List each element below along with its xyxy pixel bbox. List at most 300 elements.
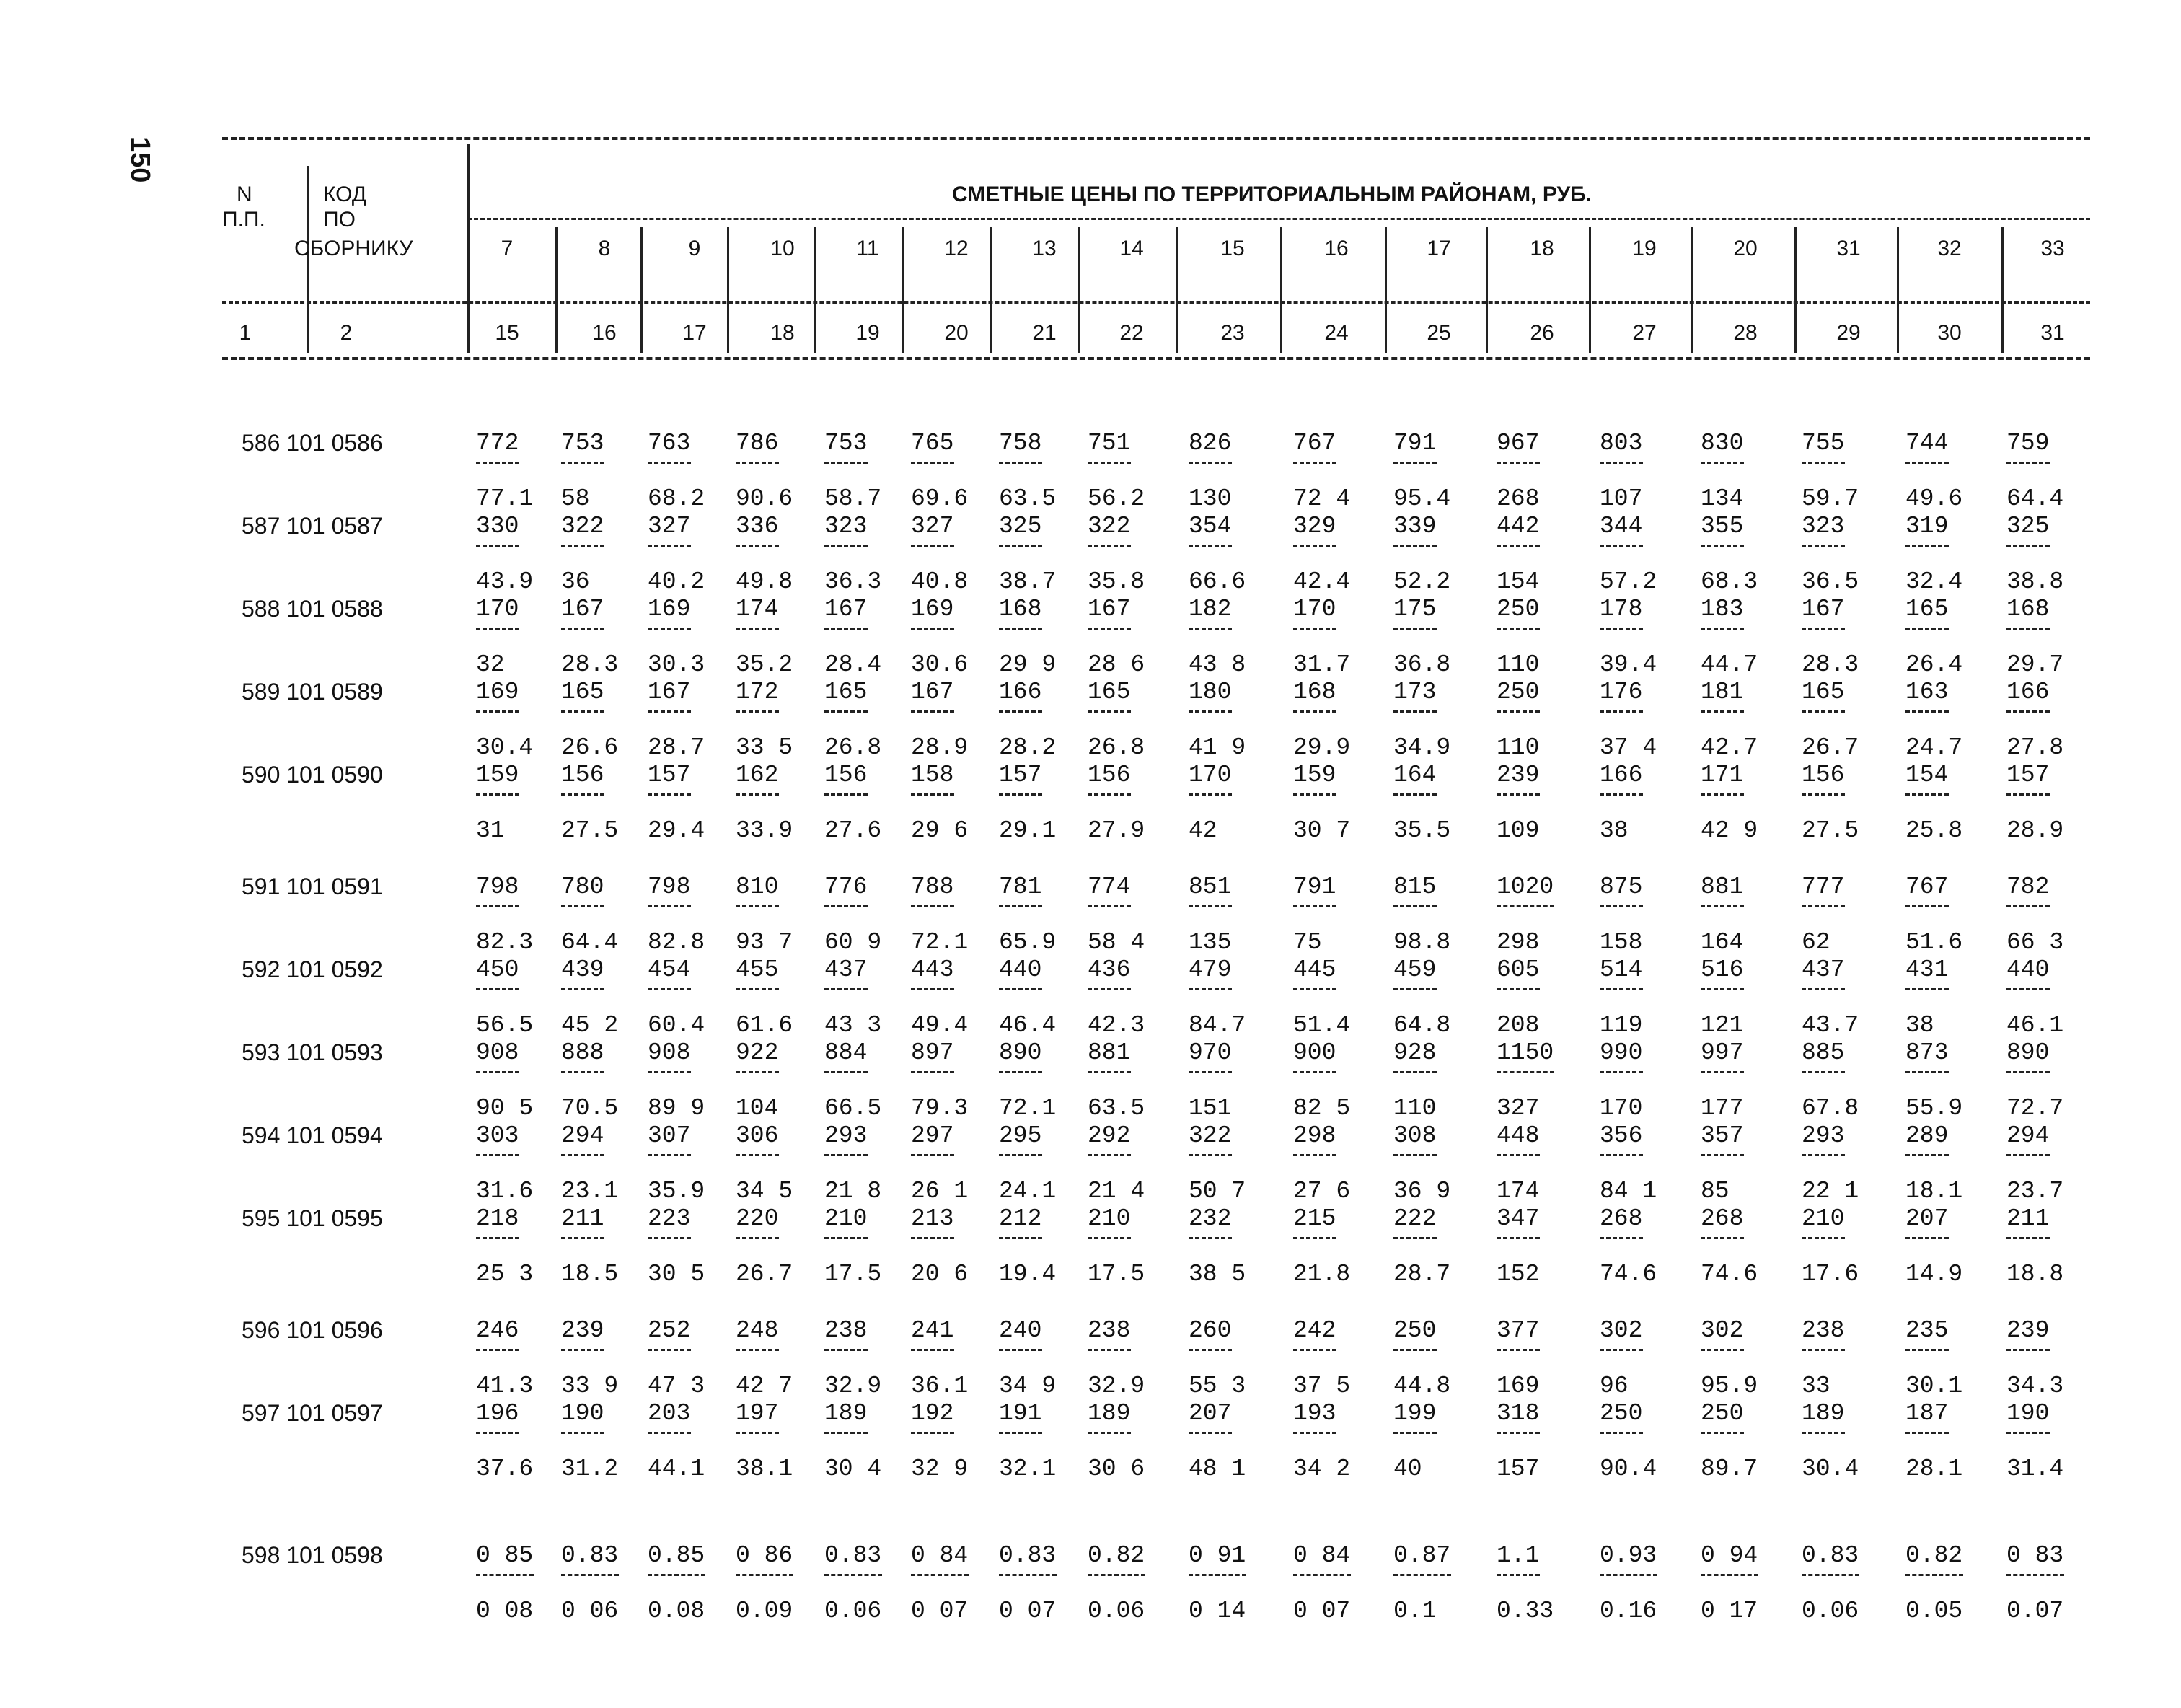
price-cell: 177 <box>1701 1095 1744 1122</box>
price-cell: 38 5 <box>1189 1261 1246 1287</box>
price-cell: 42 7 <box>736 1373 793 1399</box>
fraction-line <box>476 905 519 907</box>
price-cell: 0.16 <box>1600 1598 1657 1624</box>
price-cell: 38 <box>1905 1012 1934 1039</box>
price-cell: 289 <box>1905 1122 1949 1149</box>
fraction-line <box>999 628 1042 630</box>
fraction-line <box>1701 1154 1744 1156</box>
price-cell: 322 <box>1088 513 1131 540</box>
price-cell: 459 <box>1393 956 1437 983</box>
price-cell: 36.1 <box>911 1373 969 1399</box>
header-column-divider <box>2001 227 2004 353</box>
price-cell: 31 <box>476 817 505 844</box>
price-cell: 32.9 <box>1088 1373 1145 1399</box>
price-cell: 32.4 <box>1905 568 1963 595</box>
price-cell: 170 <box>1189 762 1232 788</box>
price-cell: 23.1 <box>561 1178 619 1205</box>
fraction-line <box>1293 1349 1336 1351</box>
price-cell: 440 <box>999 956 1042 983</box>
price-cell: 165 <box>1802 679 1845 705</box>
header-district-number: 8 <box>598 237 611 260</box>
price-cell: 246 <box>476 1317 519 1344</box>
fraction-line <box>1802 628 1845 630</box>
price-cell: 74.6 <box>1701 1261 1758 1287</box>
fraction-line <box>1701 1349 1744 1351</box>
fraction-line <box>476 1154 519 1156</box>
price-cell: 165 <box>1088 679 1131 705</box>
price-cell: 241 <box>911 1317 954 1344</box>
fraction-line <box>736 1432 779 1434</box>
fraction-line <box>736 793 779 796</box>
fraction-line <box>648 545 691 547</box>
fraction-line <box>561 1574 619 1576</box>
price-cell: 826 <box>1189 430 1232 457</box>
fraction-line <box>1600 988 1643 990</box>
fraction-line <box>1393 628 1437 630</box>
row-label: 586 101 0586 <box>242 430 383 456</box>
fraction-line <box>1293 462 1336 464</box>
price-cell: 18.5 <box>561 1261 619 1287</box>
price-cell: 0 84 <box>1293 1542 1351 1569</box>
fraction-line <box>2006 793 2050 796</box>
price-cell: 26.4 <box>1905 651 1963 678</box>
row-label: 593 101 0593 <box>242 1039 383 1065</box>
price-cell: 40.2 <box>648 568 705 595</box>
price-cell: 85 <box>1701 1178 1730 1205</box>
price-cell: 152 <box>1497 1261 1540 1287</box>
price-cell: 134 <box>1701 485 1744 512</box>
header-district-number: 16 <box>1324 237 1349 260</box>
fraction-line <box>824 1349 868 1351</box>
price-cell: 18.1 <box>1905 1178 1963 1205</box>
price-cell: 303 <box>476 1122 519 1149</box>
price-cell: 168 <box>1293 679 1336 705</box>
fraction-line <box>1393 1237 1437 1239</box>
price-cell: 0.83 <box>1802 1542 1859 1569</box>
price-cell: 158 <box>911 762 954 788</box>
price-cell: 268 <box>1600 1205 1643 1232</box>
row-label: 597 101 0597 <box>242 1400 383 1426</box>
row-label: 589 101 0589 <box>242 679 383 705</box>
price-cell: 168 <box>999 596 1042 622</box>
price-cell: 32 9 <box>911 1456 969 1482</box>
price-cell: 0.06 <box>1088 1598 1145 1624</box>
price-cell: 890 <box>999 1039 1042 1066</box>
fraction-line <box>648 710 691 713</box>
price-cell: 79.3 <box>911 1095 969 1122</box>
fraction-line <box>648 988 691 990</box>
fraction-line <box>2006 1071 2050 1073</box>
price-cell: 167 <box>648 679 691 705</box>
price-cell: 95.4 <box>1393 485 1451 512</box>
price-cell: 82 5 <box>1293 1095 1351 1122</box>
header-district-number: 9 <box>688 237 701 260</box>
header-column-index: 15 <box>495 321 519 345</box>
fraction-line <box>1088 793 1131 796</box>
price-cell: 325 <box>2006 513 2050 540</box>
price-cell: 319 <box>1905 513 1949 540</box>
header-index-n: 1 <box>239 321 252 345</box>
fraction-line <box>561 462 604 464</box>
fraction-line <box>1293 1154 1336 1156</box>
fraction-line <box>1393 1432 1437 1434</box>
price-cell: 302 <box>1600 1317 1643 1344</box>
price-cell: 33.9 <box>736 817 793 844</box>
price-cell: 798 <box>648 873 691 900</box>
price-cell: 31.4 <box>2006 1456 2064 1482</box>
price-cell: 56.2 <box>1088 485 1145 512</box>
price-cell: 0 07 <box>911 1598 969 1624</box>
price-cell: 167 <box>824 596 868 622</box>
fraction-line <box>1701 545 1744 547</box>
price-cell: 885 <box>1802 1039 1845 1066</box>
fraction-line <box>736 628 779 630</box>
price-cell: 46.4 <box>999 1012 1057 1039</box>
price-cell: 39.4 <box>1600 651 1657 678</box>
fraction-line <box>561 1349 604 1351</box>
fraction-line <box>999 1349 1042 1351</box>
price-cell: 187 <box>1905 1400 1949 1427</box>
price-cell: 26.6 <box>561 734 619 761</box>
price-cell: 110 <box>1497 734 1540 761</box>
price-cell: 58 4 <box>1088 929 1145 956</box>
price-cell: 767 <box>1905 873 1949 900</box>
fraction-line <box>1905 905 1949 907</box>
price-cell: 897 <box>911 1039 954 1066</box>
price-cell: 238 <box>824 1317 868 1344</box>
header-district-number: 20 <box>1733 237 1758 260</box>
price-cell: 293 <box>1802 1122 1845 1149</box>
price-cell: 130 <box>1189 485 1232 512</box>
fraction-line <box>1905 462 1949 464</box>
fraction-line <box>999 1432 1042 1434</box>
price-cell: 110 <box>1393 1095 1437 1122</box>
price-cell: 0.06 <box>824 1598 882 1624</box>
price-cell: 967 <box>1497 430 1540 457</box>
fraction-line <box>1393 905 1437 907</box>
fraction-line <box>1905 545 1949 547</box>
price-cell: 165 <box>561 679 604 705</box>
price-cell: 242 <box>1293 1317 1336 1344</box>
price-cell: 327 <box>911 513 954 540</box>
price-cell: 42.7 <box>1701 734 1758 761</box>
price-cell: 1150 <box>1497 1039 1554 1066</box>
price-cell: 0.07 <box>2006 1598 2064 1624</box>
fraction-line <box>1701 1574 1758 1576</box>
fraction-line <box>999 905 1042 907</box>
price-cell: 181 <box>1701 679 1744 705</box>
price-cell: 33 <box>1802 1373 1830 1399</box>
price-cell: 810 <box>736 873 779 900</box>
fraction-line <box>1701 710 1744 713</box>
fraction-line <box>1497 628 1540 630</box>
price-cell: 34 2 <box>1293 1456 1351 1482</box>
price-cell: 34 5 <box>736 1178 793 1205</box>
fraction-line <box>1905 1071 1949 1073</box>
price-cell: 32 <box>476 651 505 678</box>
fraction-line <box>1701 462 1744 464</box>
fraction-line <box>1088 1574 1145 1576</box>
price-cell: 210 <box>824 1205 868 1232</box>
header-n-line2: П.П. <box>222 208 265 232</box>
fraction-line <box>476 1432 519 1434</box>
price-cell: 60.4 <box>648 1012 705 1039</box>
price-cell: 89 9 <box>648 1095 705 1122</box>
fraction-line <box>1088 628 1131 630</box>
price-cell: 763 <box>648 430 691 457</box>
fraction-line <box>2006 545 2050 547</box>
header-district-number: 15 <box>1220 237 1245 260</box>
price-cell: 43 3 <box>824 1012 882 1039</box>
fraction-line <box>999 1154 1042 1156</box>
price-cell: 232 <box>1189 1205 1232 1232</box>
price-cell: 777 <box>1802 873 1845 900</box>
price-cell: 157 <box>1497 1456 1540 1482</box>
price-cell: 58 <box>561 485 590 512</box>
fraction-line <box>1189 793 1232 796</box>
price-cell: 755 <box>1802 430 1845 457</box>
price-cell: 0 85 <box>476 1542 534 1569</box>
price-cell: 354 <box>1189 513 1232 540</box>
price-cell: 888 <box>561 1039 604 1066</box>
header-column-index: 16 <box>592 321 617 345</box>
price-cell: 163 <box>1905 679 1949 705</box>
fraction-line <box>1189 1574 1246 1576</box>
price-cell: 780 <box>561 873 604 900</box>
fraction-line <box>2006 1349 2050 1351</box>
price-cell: 29 9 <box>999 651 1057 678</box>
fraction-line <box>1497 793 1540 796</box>
fraction-line <box>999 1071 1042 1073</box>
price-cell: 42 <box>1189 817 1217 844</box>
price-cell: 250 <box>1497 596 1540 622</box>
fraction-line <box>648 1071 691 1073</box>
header-district-number: 14 <box>1119 237 1144 260</box>
price-cell: 758 <box>999 430 1042 457</box>
header-column-divider <box>1691 227 1693 353</box>
fraction-line <box>824 462 868 464</box>
fraction-line <box>476 1574 534 1576</box>
fraction-line <box>824 710 868 713</box>
price-cell: 0 83 <box>2006 1542 2064 1569</box>
price-cell: 443 <box>911 956 954 983</box>
fraction-line <box>1802 545 1845 547</box>
price-cell: 171 <box>1701 762 1744 788</box>
price-cell: 69.6 <box>911 485 969 512</box>
fraction-line <box>1088 462 1131 464</box>
fraction-line <box>648 793 691 796</box>
fraction-line <box>1802 462 1845 464</box>
price-cell: 90.4 <box>1600 1456 1657 1482</box>
fraction-line <box>911 1154 954 1156</box>
price-cell: 49.6 <box>1905 485 1963 512</box>
fraction-line <box>736 1574 793 1576</box>
fraction-line <box>561 988 604 990</box>
price-cell: 63.5 <box>1088 1095 1145 1122</box>
fraction-line <box>1905 1574 1963 1576</box>
price-cell: 212 <box>999 1205 1042 1232</box>
price-cell: 72.7 <box>2006 1095 2064 1122</box>
fraction-line <box>1802 1432 1845 1434</box>
fraction-line <box>561 545 604 547</box>
price-cell: 890 <box>2006 1039 2050 1066</box>
price-cell: 121 <box>1701 1012 1744 1039</box>
header-district-number: 19 <box>1632 237 1657 260</box>
price-cell: 268 <box>1497 485 1540 512</box>
price-cell: 0.83 <box>561 1542 619 1569</box>
price-cell: 215 <box>1293 1205 1336 1232</box>
price-cell: 873 <box>1905 1039 1949 1066</box>
price-cell: 875 <box>1600 873 1643 900</box>
price-cell: 159 <box>1293 762 1336 788</box>
fraction-line <box>911 793 954 796</box>
price-cell: 781 <box>999 873 1042 900</box>
fraction-line <box>561 1237 604 1239</box>
row-label: 591 101 0591 <box>242 873 383 899</box>
price-cell: 782 <box>2006 873 2050 900</box>
fraction-line <box>1600 905 1643 907</box>
price-cell: 64.8 <box>1393 1012 1451 1039</box>
price-cell: 196 <box>476 1400 519 1427</box>
fraction-line <box>911 1432 954 1434</box>
price-cell: 881 <box>1088 1039 1131 1066</box>
price-cell: 322 <box>1189 1122 1232 1149</box>
price-cell: 28.3 <box>1802 651 1859 678</box>
header-column-index: 29 <box>1836 321 1861 345</box>
price-cell: 970 <box>1189 1039 1232 1066</box>
fraction-line <box>561 628 604 630</box>
price-cell: 68.2 <box>648 485 705 512</box>
price-cell: 239 <box>2006 1317 2050 1344</box>
price-cell: 96 <box>1600 1373 1629 1399</box>
price-cell: 98.8 <box>1393 929 1451 956</box>
price-cell: 24.1 <box>999 1178 1057 1205</box>
price-cell: 27.5 <box>1802 817 1859 844</box>
price-cell: 173 <box>1393 679 1437 705</box>
header-n-line1: N <box>237 182 252 206</box>
fraction-line <box>1600 1237 1643 1239</box>
price-cell: 27 6 <box>1293 1178 1351 1205</box>
price-cell: 357 <box>1701 1122 1744 1149</box>
fraction-line <box>561 1154 604 1156</box>
fraction-line <box>1393 1071 1437 1073</box>
price-cell: 174 <box>736 596 779 622</box>
header-code-line2: ПО <box>323 208 356 232</box>
fraction-line <box>1497 1237 1540 1239</box>
header-column-divider <box>1385 227 1387 353</box>
fraction-line <box>1497 905 1554 907</box>
price-cell: 772 <box>476 430 519 457</box>
price-cell: 29.9 <box>1293 734 1351 761</box>
price-cell: 445 <box>1293 956 1336 983</box>
fraction-line <box>1189 1071 1232 1073</box>
price-cell: 49.8 <box>736 568 793 595</box>
fraction-line <box>1189 710 1232 713</box>
price-cell: 167 <box>1088 596 1131 622</box>
price-cell: 0 84 <box>911 1542 969 1569</box>
price-cell: 166 <box>999 679 1042 705</box>
price-cell: 28.3 <box>561 651 619 678</box>
price-cell: 0 17 <box>1701 1598 1758 1624</box>
fraction-line <box>1393 988 1437 990</box>
price-cell: 158 <box>1600 929 1643 956</box>
fraction-line <box>1189 905 1232 907</box>
fraction-line <box>736 545 779 547</box>
price-cell: 30.4 <box>1802 1456 1859 1482</box>
header-column-divider <box>1486 227 1488 353</box>
fraction-line <box>1088 1237 1131 1239</box>
price-cell: 30.4 <box>476 734 534 761</box>
price-cell: 210 <box>1088 1205 1131 1232</box>
fraction-line <box>824 545 868 547</box>
price-cell: 156 <box>1088 762 1131 788</box>
price-cell: 174 <box>1497 1178 1540 1205</box>
header-district-number: 7 <box>501 237 514 260</box>
price-cell: 167 <box>911 679 954 705</box>
header-column-index: 18 <box>770 321 795 345</box>
price-cell: 344 <box>1600 513 1643 540</box>
fraction-line <box>1189 462 1232 464</box>
fraction-line <box>1600 1349 1643 1351</box>
fraction-line <box>1293 988 1336 990</box>
price-cell: 308 <box>1393 1122 1437 1149</box>
fraction-line <box>736 710 779 713</box>
price-cell: 28.1 <box>1905 1456 1963 1482</box>
price-cell: 222 <box>1393 1205 1437 1232</box>
price-cell: 67.8 <box>1802 1095 1859 1122</box>
price-cell: 40 <box>1393 1456 1422 1482</box>
price-cell: 166 <box>1600 762 1643 788</box>
price-cell: 295 <box>999 1122 1042 1149</box>
price-cell: 170 <box>1600 1095 1643 1122</box>
price-cell: 59.7 <box>1802 485 1859 512</box>
price-cell: 40.8 <box>911 568 969 595</box>
fraction-line <box>2006 710 2050 713</box>
price-cell: 176 <box>1600 679 1643 705</box>
price-cell: 298 <box>1293 1122 1336 1149</box>
price-cell: 36.5 <box>1802 568 1859 595</box>
fraction-line <box>1905 1154 1949 1156</box>
price-cell: 30 6 <box>1088 1456 1145 1482</box>
price-cell: 168 <box>2006 596 2050 622</box>
price-cell: 65.9 <box>999 929 1057 956</box>
header-district-number: 31 <box>1836 237 1861 260</box>
price-cell: 851 <box>1189 873 1232 900</box>
price-cell: 189 <box>1802 1400 1845 1427</box>
price-cell: 0.82 <box>1905 1542 1963 1569</box>
price-cell: 17.5 <box>824 1261 882 1287</box>
price-cell: 28 6 <box>1088 651 1145 678</box>
price-cell: 84.7 <box>1189 1012 1246 1039</box>
price-cell: 62 <box>1802 929 1830 956</box>
fraction-line <box>476 710 519 713</box>
row-label: 598 101 0598 <box>242 1542 383 1568</box>
price-cell: 28.4 <box>824 651 882 678</box>
fraction-line <box>648 1349 691 1351</box>
price-cell: 0.82 <box>1088 1542 1145 1569</box>
price-cell: 1.1 <box>1497 1542 1540 1569</box>
price-cell: 252 <box>648 1317 691 1344</box>
price-cell: 135 <box>1189 929 1232 956</box>
price-cell: 26.7 <box>1802 734 1859 761</box>
price-cell: 199 <box>1393 1400 1437 1427</box>
fraction-line <box>2006 1432 2050 1434</box>
fraction-line <box>476 793 519 796</box>
price-cell: 336 <box>736 513 779 540</box>
price-cell: 32.1 <box>999 1456 1057 1482</box>
price-cell: 744 <box>1905 430 1949 457</box>
price-cell: 250 <box>1701 1400 1744 1427</box>
